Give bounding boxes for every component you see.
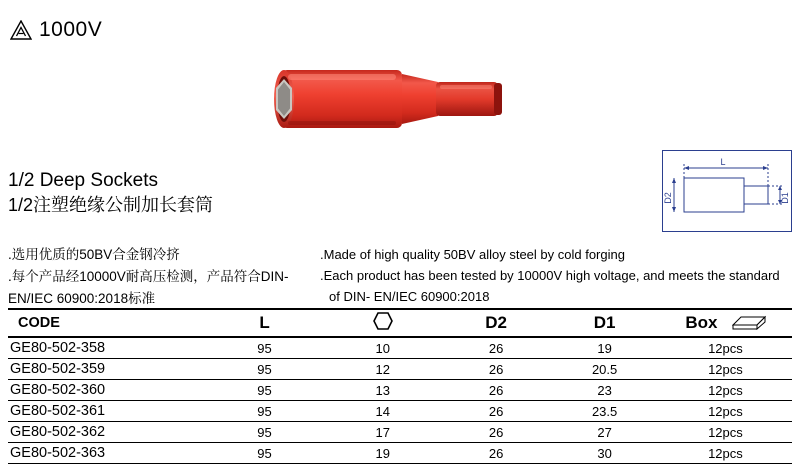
features-english [320,244,790,307]
voltage-badge [10,18,102,42]
cell-code: GE80-502-359 [10,361,106,377]
cell-box: 12pcs [708,403,743,419]
cell-l: 95 [257,382,272,398]
technical-drawing [662,150,792,232]
cell-d2: 26 [488,445,504,461]
cell-d1: 27 [597,424,612,440]
cell-hex: 13 [375,382,390,398]
voltage-label: 1000V [39,18,103,41]
table-row [8,443,792,464]
warning-triangle-icon [10,20,32,40]
cell-d1: 30 [597,445,612,461]
table-row [8,401,792,422]
cell-hex: 19 [375,445,390,461]
cell-code: GE80-502-361 [10,403,106,419]
cell-box: 12pcs [708,340,743,356]
box-3d-icon [732,312,766,335]
feature-en-line-1: .Made of high quality 50BV alloy steel by cold forging [320,247,625,262]
cell-code: GE80-502-358 [10,340,106,356]
cell-hex: 10 [375,340,390,356]
cell-box: 12pcs [708,445,743,461]
cell-d2: 26 [488,340,504,356]
product-title-cn: 1/2注塑绝缘公制加长套筒 [8,195,214,216]
table-header [8,309,792,337]
header-d2: D2 [485,313,507,332]
cell-code: GE80-502-360 [10,382,106,398]
product-title-en: 1/2 Deep Sockets [8,170,158,191]
feature-en-line-2: .Each product has been tested by 10000V high voltage, and meets the standard [320,268,780,284]
table-body [8,337,792,464]
header-box [659,309,792,337]
feature-en-line-3: of DIN- EN/IEC 60900:2018 [329,289,490,305]
feature-cn-line-1: .选用优质的50BV合金钢冷挤 [8,247,180,262]
product-title-block [8,168,213,218]
cell-box: 12pcs [708,361,743,377]
header-code: CODE [18,315,60,331]
cell-d1: 20.5 [591,361,618,377]
table-row [8,359,792,380]
features-chinese [8,244,308,310]
drawing-label-d2: D2 [663,192,673,204]
header-box-label: Box [685,313,718,332]
header-d1: D1 [593,313,616,332]
cell-l: 95 [257,445,272,461]
cell-d2: 26 [488,424,504,440]
cell-d2: 26 [488,361,504,377]
feature-cn-line-3: EN/IEC 60900:2018标准 [8,290,156,306]
cell-code: GE80-502-363 [10,445,106,461]
table-row [8,380,792,401]
cell-box: 12pcs [708,382,743,398]
cell-box: 12pcs [708,424,743,440]
cell-d1: 23 [597,382,612,398]
cell-l: 95 [257,424,272,440]
cell-d2: 26 [488,403,504,419]
cell-d1: 19 [597,340,612,356]
cell-hex: 12 [375,361,390,377]
cell-hex: 14 [375,403,390,419]
header-l: L [259,313,270,332]
table-row [8,337,792,359]
drawing-label-d1: D1 [780,192,790,204]
cell-l: 95 [257,403,272,419]
features-block [0,240,800,306]
cell-hex: 17 [375,424,390,440]
cell-code: GE80-502-362 [10,424,106,440]
product-image [262,64,510,134]
table-header-row [8,309,792,337]
hexagon-icon [373,312,393,335]
table-row [8,422,792,443]
specification-table [8,308,792,464]
drawing-label-l: L [720,157,726,167]
cell-d1: 23.5 [591,403,618,419]
feature-cn-line-2: .每个产品经10000V耐高压检测，产品符合DIN- [8,268,289,284]
header-hex [324,309,442,337]
cell-l: 95 [257,340,272,356]
cell-l: 95 [257,361,272,377]
cell-d2: 26 [488,382,504,398]
